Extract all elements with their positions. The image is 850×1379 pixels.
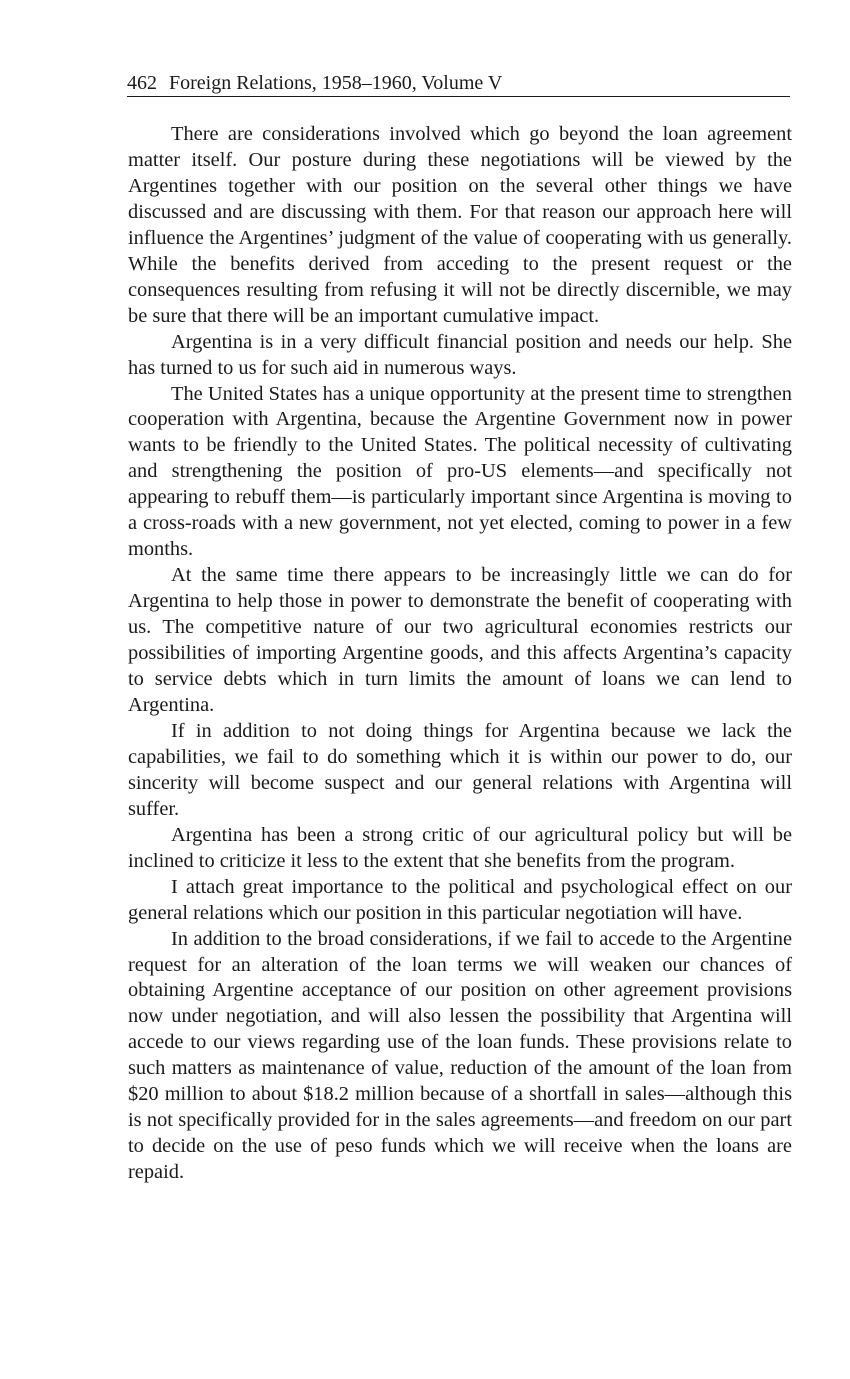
paragraph-agricultural-policy: Argentina has been a strong critic of our agricultural policy but will be inclined to criticize it less to the extent that she benefits from the program. <box>128 823 792 872</box>
paragraph-considerations: There are considerations involved which go beyond the loan agreement matter itself. Our posture during these negotiations will be viewed by the Argentines together with our position on the several other things we have discussed and are discussing with them. For that reason our approach here will influence the Argentines’ judgment of the value of cooperating with us generally. While the benefits derived from acceding to the present request or the consequences resulting from refusing it will not be directly discernible, we may be sure that there will be an important cumulative impact. <box>128 123 792 327</box>
paragraph-loan-terms: In addition to the broad considerations, if we fail to accede to the Argentine request for an alteration of the loan terms we will weaken our chances of obtaining Argentine acceptance of our position on other agreement provisions now under negotiation, and will also lessen the possibility that Argentina will accede to our views regarding use of the loan funds. These provisions relate to such matters as maintenance of value, reduction of the amount of the loan from $20 million to about $18.2 million because of a shortfall in sales—although this is not specifically provided for in the sales agreements—and freedom on our part to decide on the use of peso funds which we will receive when the loans are repaid. <box>128 927 792 1184</box>
page-number: 462 <box>127 72 157 94</box>
paragraph-little-we-can-do: At the same time there appears to be increasingly little we can do for Argentina to help those in power to demonstrate the benefit of cooperating with us. The competitive nature of our two agricultural economies restricts our possibilities of importing Argentine goods, and this affects Argentina’s capacity to service debts which in turn limits the amount of loans we can lend to Argentina. <box>128 564 792 716</box>
body-text <box>128 122 792 1186</box>
paragraph-importance: I attach great importance to the political and psychological effect on our general relations which our position in this particular negotiation will have. <box>128 875 792 924</box>
paragraph-sincerity: If in addition to not doing things for Argentina because we lack the capabilities, we fail to do something which it is within our power to do, our sincerity will become suspect and our general relations with Argentina will suffer. <box>128 719 792 820</box>
paragraph-unique-opportunity: The United States has a unique opportunity at the present time to strengthen cooperation with Argentina, because the Argentine Government now in power wants to be friendly to the United States. The political necessity of cultivating and strengthening the position of pro-US elements—and specifically not appearing to rebuff them—is particularly important since Argentina is moving to a cross-roads with a new government, not yet elected, coming to power in a few months. <box>128 382 792 561</box>
paragraph-financial-position: Argentina is in a very difficult financial position and needs our help. She has turned to us for such aid in numerous ways. <box>128 330 792 379</box>
running-title: Foreign Relations, 1958–1960, Volume V <box>169 72 503 94</box>
running-head <box>127 70 790 97</box>
